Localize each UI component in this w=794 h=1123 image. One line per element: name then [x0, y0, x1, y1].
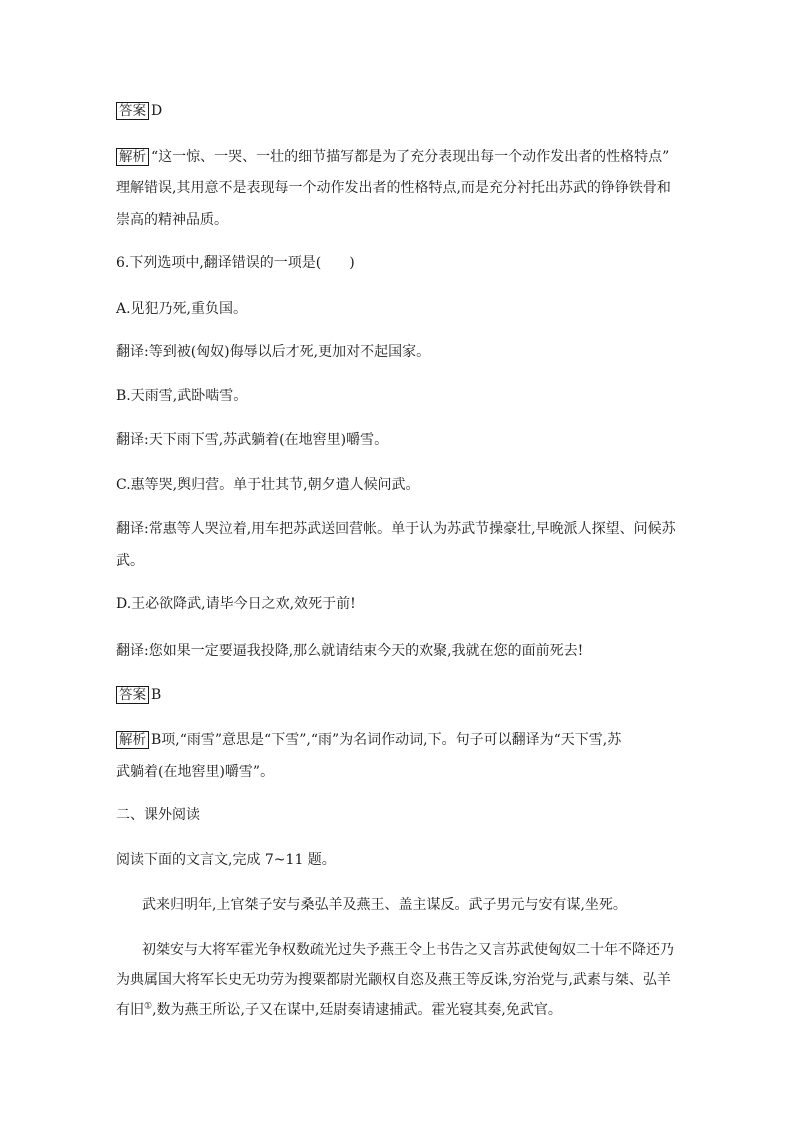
analysis-2-line-1: [116, 730, 621, 750]
option-a: A.见犯乃死,重负国。: [116, 301, 248, 317]
passage-paragraph-2-line-2: 为典属国大将军长史无功劳为搜粟都尉光颛权自恣及燕王等反诛,穷治党与,武素与桀、弘羊: [116, 972, 671, 988]
translation-d: 翻译:您如果一定要逼我投降,那么就请结束今天的欢聚,我就在您的面前死去!: [116, 643, 584, 659]
option-b: B.天雨雪,武卧啮雪。: [116, 388, 248, 404]
answer-label: 答案: [116, 686, 149, 704]
answer-label: 答案: [116, 102, 149, 120]
option-c: C.惠等哭,舆归营。单于壮其节,朝夕遣人候问武。: [116, 477, 420, 493]
analysis-label: 解析: [116, 731, 149, 749]
analysis-1-line-2: 理解错误,其用意不是表现每一个动作发出者的性格特点,而是充分衬托出苏武的铮铮铁骨和: [116, 180, 671, 196]
passage-text: 有旧: [116, 1002, 144, 1018]
option-d: D.王必欲降武,请毕今日之欢,效死于前!: [116, 596, 356, 612]
answer-1: [116, 101, 162, 121]
question-6: 6.下列选项中,翻译错误的一项是( ): [116, 255, 355, 271]
answer-value: B: [151, 687, 162, 703]
footnote-marker: ①: [144, 1001, 153, 1012]
translation-c-line-2: 武。: [116, 553, 144, 569]
analysis-1-line-1: [116, 147, 669, 167]
analysis-text: “这一惊、一哭、一壮的细节描写都是为了充分表现出每一个动作发出者的性格特点”: [151, 149, 670, 165]
translation-c-line-1: 翻译:常惠等人哭泣着,用车把苏武送回营帐。单于认为苏武节操豪壮,早晚派人探望、问候苏: [116, 521, 676, 537]
passage-paragraph-1: 武来归明年,上官桀子安与桑弘羊及燕王、盖主谋反。武子男元与安有谋,坐死。: [142, 897, 627, 913]
analysis-label: 解析: [116, 148, 149, 166]
passage-text: ,数为燕王所讼,子又在谋中,廷尉奏请逮捕武。霍光寝其奏,免武官。: [152, 1002, 562, 1018]
passage-paragraph-2-line-3: [116, 1000, 562, 1020]
analysis-text: B项,“雨雪”意思是“下雪”,“雨”为名词作动词,下。句子可以翻译为“天下雪,苏: [151, 732, 622, 748]
answer-value: D: [151, 103, 163, 119]
section-heading: 二、课外阅读: [116, 807, 200, 823]
answer-2: [116, 685, 161, 705]
translation-b: 翻译:天下雨下雪,苏武躺着(在地窖里)嚼雪。: [116, 432, 389, 448]
analysis-1-line-3: 崇高的精神品质。: [116, 212, 228, 228]
passage-paragraph-2-line-1: 初桀安与大将军霍光争权数疏光过失予燕王令上书告之又言苏武使匈奴二十年不降还乃: [142, 942, 674, 958]
analysis-2-line-2: 武躺着(在地窖里)嚼雪”。: [116, 764, 275, 780]
reading-instruction: 阅读下面的文言文,完成 7~11 题。: [116, 852, 336, 868]
translation-a: 翻译:等到被(匈奴)侮辱以后才死,更加对不起国家。: [116, 344, 431, 360]
